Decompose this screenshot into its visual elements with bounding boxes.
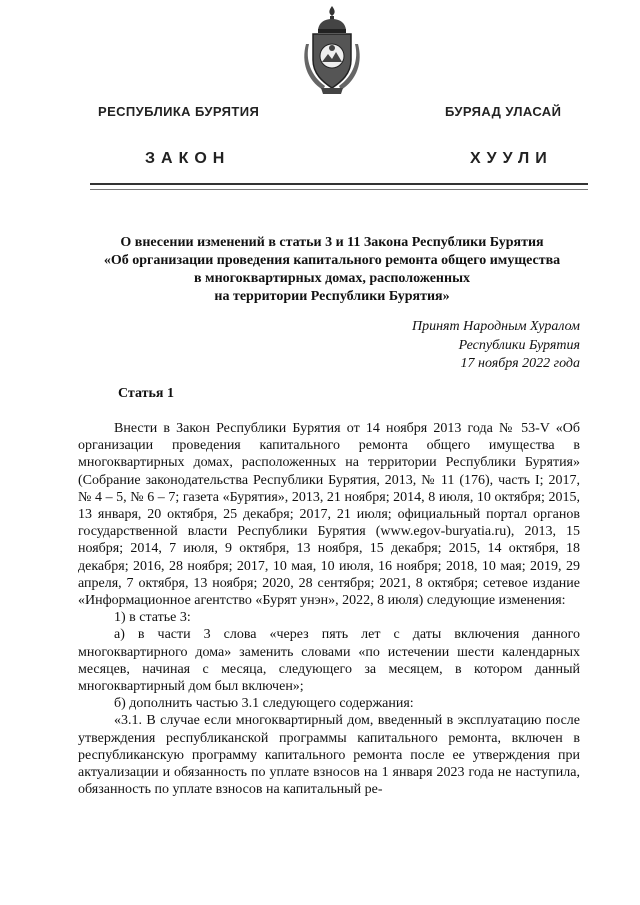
law-title: [78, 234, 586, 306]
body-paragraph: а) в части 3 слова «через пять лет с даты включения данного многоквартирного дома» заменить словами «по истечении шести календарных месяцев, начиная с месяца, следующего за месяцем, в котором данный многоквартирный дом был включен»;: [78, 627, 580, 695]
header-divider-thick: [90, 183, 588, 185]
body-paragraph: 1) в статье 3:: [114, 610, 191, 626]
adoption-date: 17 ноября 2022 года: [460, 356, 580, 371]
law-title-line: на территории Республики Бурятия»: [214, 289, 450, 304]
law-title-line: «Об организации проведения капитального ремонта общего имущества: [103, 253, 561, 268]
article-body: [78, 420, 580, 798]
body-paragraph: «3.1. В случае если многоквартирный дом, введенный в эксплуатацию после утверждения республиканской программы капитального ремонта, включен в республиканскую программу капитального ремонта после ее утверждения при актуализации и обязанность по уплате взносов на 1 января 2023 года не наступила, обязанность по уплате взносов на капитальный ре-: [78, 713, 580, 798]
header-divider-thin: [90, 189, 588, 190]
republic-name-russian: РЕСПУБЛИКА БУРЯТИЯ: [98, 104, 260, 119]
body-paragraph: Внести в Закон Республики Бурятия от 14 ноября 2013 года № 53-V «Об организации проведения капитального ремонта общего имущества в многоквартирных домах, расположенных на территории Республики Бурятия» (Собрание законодательства Республики Бурятия, 2013, № 11 (176), часть I; 2017, № 4 – 5, № 6 – 7; газета «Бурятия», 2013, 21 ноября; 2014, 8 июля, 10 октября; 2015, 13 января, 20 октября, 25 декабря; 2017, 21 июля; официальный портал органов государственной власти Республики Бурятия (www.egov-buryatia.ru), 2013, 15 ноября; 2014, 7 июля, 9 октября, 13 ноября, 15 декабря; 2015, 14 октября, 18 декабря; 2016, 28 ноября; 2017, 10 мая, 10 июля, 16 ноября; 2018, 10 мая; 2019, 29 апреля, 7 октября, 13 ноября; 2020, 28 сентября; 2021, 8 октября; сетевое издание «Информационное агентство «Бурят унэн», 2022, 8 июля) следующие изменения:: [78, 421, 580, 609]
law-title-line: в многоквартирных домах, расположенных: [193, 271, 470, 286]
law-label-russian: ЗАКОН: [145, 150, 231, 167]
coat-of-arms-emblem-icon: [301, 4, 363, 98]
adoption-note-line: Принят Народным Хуралом: [411, 319, 580, 334]
republic-name-buryat: БУРЯАД УЛАСАЙ: [445, 104, 562, 119]
adoption-note: [330, 318, 580, 374]
adoption-note-line: Республики Бурятия: [458, 337, 580, 353]
law-label-buryat: ХУУЛИ: [470, 150, 553, 167]
law-title-line: О внесении изменений в статьи 3 и 11 Закона Республики Бурятия: [120, 235, 544, 250]
article-heading: Статья 1: [118, 386, 174, 401]
body-paragraph: б) дополнить частью 3.1 следующего содержания:: [114, 696, 414, 712]
